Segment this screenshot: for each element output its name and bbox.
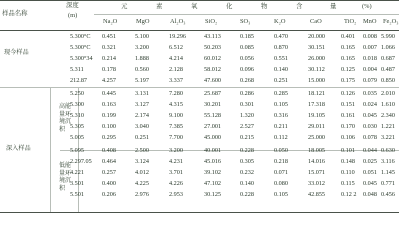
value-cell: 2.340: [381, 112, 395, 119]
value-cell: 0.175: [341, 77, 355, 84]
value-cell: 1.320: [240, 112, 254, 119]
value-cell: 0.105: [274, 101, 288, 108]
value-cell: 3.221: [381, 134, 395, 141]
value-cell: 0.286: [240, 90, 254, 97]
value-cell: 60.012: [204, 55, 222, 62]
value-cell: 3.040: [135, 123, 149, 130]
value-cell: 27.001: [204, 123, 222, 130]
value-cell: 0.170: [341, 123, 355, 130]
value-cell: 0.206: [102, 191, 116, 198]
value-cell: 0.101: [341, 147, 355, 154]
value-cell: 0.228: [240, 147, 254, 154]
depth-cell: 5.300: [70, 101, 84, 108]
depth-cell: 5.250: [70, 90, 84, 97]
value-cell: 3.116: [381, 158, 395, 165]
value-cell: 1.610: [381, 101, 395, 108]
value-cell: 0.257: [102, 169, 116, 176]
subgroup-label-high-energy: 高能量环境沉积: [59, 104, 72, 133]
value-cell: 4.231: [169, 158, 183, 165]
value-cell: 0.850: [381, 77, 395, 84]
value-cell: 0.470: [274, 33, 288, 40]
value-cell: 0.051: [363, 169, 377, 176]
value-cell: 4.315: [169, 101, 183, 108]
value-cell: 0.268: [240, 77, 254, 84]
value-cell: 0.295: [102, 134, 116, 141]
value-cell: 3.200: [169, 147, 183, 154]
value-cell: 0.148: [341, 158, 355, 165]
value-cell: 0.071: [274, 169, 288, 176]
column-header: MnO: [363, 18, 377, 25]
value-cell: 45.000: [204, 134, 222, 141]
value-cell: 0.045: [363, 180, 377, 187]
value-cell: 30.125: [204, 191, 222, 198]
column-header: K₂O: [274, 18, 286, 25]
depth-cell: 212.87: [70, 77, 88, 84]
value-cell: 15.071: [308, 169, 326, 176]
header-mid-rule: [94, 14, 399, 15]
value-cell: 0.456: [381, 191, 395, 198]
value-cell: 15.000: [308, 77, 326, 84]
value-cell: 2.500: [135, 147, 149, 154]
value-cell: 0.085: [240, 44, 254, 51]
group-title-char: 化: [226, 3, 233, 10]
value-cell: 20.000: [308, 33, 326, 40]
value-cell: 0.232: [240, 169, 254, 176]
value-cell: 0.045: [363, 112, 377, 119]
depth-cell: 4.221: [70, 169, 84, 176]
value-cell: 0.165: [341, 55, 355, 62]
column-header: Al₂O₃: [170, 18, 186, 25]
value-cell: 3.200: [135, 44, 149, 51]
value-cell: 0.140: [274, 66, 288, 73]
value-cell: 0.112: [274, 134, 288, 141]
value-cell: 0.401: [341, 33, 355, 40]
value-cell: 0.126: [341, 90, 355, 97]
value-cell: 0.056: [240, 55, 254, 62]
depth-cell: 5.300°C: [70, 44, 91, 51]
value-cell: 0.100: [102, 123, 116, 130]
value-cell: 5.197: [135, 77, 149, 84]
column-header: Na₂O: [103, 18, 118, 25]
value-cell: 0.487: [381, 66, 395, 73]
column-header: SiO₂: [205, 18, 218, 25]
value-cell: 1.888: [135, 55, 149, 62]
group-title-char: 素: [156, 3, 163, 10]
value-cell: 0.178: [102, 66, 116, 73]
depth-header: 深度: [66, 2, 79, 9]
value-cell: 4.012: [135, 169, 149, 176]
value-cell: 2.128: [169, 66, 183, 73]
value-cell: 0.161: [341, 112, 355, 119]
group-title-char: 含: [296, 3, 303, 10]
value-cell: 0.400: [102, 180, 116, 187]
group-label-current: 现今样品: [4, 49, 29, 56]
value-cell: 0.251: [274, 77, 288, 84]
value-cell: 0.870: [274, 44, 288, 51]
value-cell: 33.012: [308, 180, 326, 187]
value-cell: 0.316: [274, 112, 288, 119]
depth-unit: (m): [68, 12, 78, 19]
group-label-deep: 深入样品: [6, 145, 31, 152]
value-cell: 30.151: [308, 44, 326, 51]
value-cell: 0.018: [363, 55, 377, 62]
group-title-char: 氧: [191, 3, 198, 10]
value-cell: 45.016: [204, 158, 222, 165]
value-cell: 17.318: [308, 101, 326, 108]
subgroup-label-low-energy: 低能量环境沉积: [59, 163, 72, 192]
value-cell: 0.771: [381, 180, 395, 187]
value-cell: 2.953: [169, 191, 183, 198]
value-cell: 3.127: [135, 101, 149, 108]
value-cell: 30.201: [204, 101, 222, 108]
value-cell: 0.218: [274, 158, 288, 165]
value-cell: 1.066: [381, 44, 395, 51]
value-cell: 0.165: [341, 44, 355, 51]
value-cell: 1.145: [381, 169, 395, 176]
value-cell: 0.080: [274, 180, 288, 187]
value-cell: 19.296: [169, 33, 187, 40]
value-cell: 1.221: [381, 123, 395, 130]
value-cell: 43.113: [204, 33, 221, 40]
value-cell: 0.687: [381, 55, 395, 62]
value-cell: 2.174: [135, 112, 149, 119]
value-cell: 0.630: [381, 147, 395, 154]
value-cell: 0.025: [363, 158, 377, 165]
value-cell: 30.112: [308, 66, 325, 73]
value-cell: 19.105: [308, 112, 326, 119]
section-divider: [0, 87, 399, 88]
value-cell: 47.600: [204, 77, 222, 84]
value-cell: 4.214: [169, 55, 183, 62]
value-cell: 7.385: [169, 123, 183, 130]
sample-name-header: 样品名称: [2, 10, 28, 17]
value-cell: 5.990: [381, 33, 395, 40]
value-cell: 0.125: [341, 66, 355, 73]
value-cell: 0.251: [135, 134, 149, 141]
value-cell: 47.102: [204, 180, 222, 187]
value-cell: 0.024: [363, 101, 377, 108]
value-cell: 6.512: [169, 44, 183, 51]
value-cell: 0.115: [341, 180, 355, 187]
value-cell: 4.226: [169, 180, 183, 187]
value-cell: 3.701: [169, 169, 183, 176]
depth-cell: 5.310: [70, 112, 84, 119]
value-cell: 7.280: [169, 90, 183, 97]
value-cell: 25.000: [308, 134, 326, 141]
group-title-char: 量: [330, 3, 337, 10]
value-cell: 0.228: [240, 191, 254, 198]
value-cell: 0.560: [135, 66, 149, 73]
value-cell: 0.464: [102, 158, 116, 165]
value-cell: 55.128: [204, 112, 222, 119]
value-cell: 40.001: [204, 147, 222, 154]
value-cell: 0.321: [102, 44, 116, 51]
value-cell: 5.100: [135, 33, 149, 40]
depth-cell: 5.300°34: [70, 55, 93, 62]
value-cell: 0.301: [240, 101, 254, 108]
value-cell: 0.408: [102, 147, 116, 154]
value-cell: 0.199: [102, 112, 116, 119]
value-cell: 3.337: [169, 77, 183, 84]
column-header: TiO₂: [344, 18, 357, 25]
group-title-char: 元: [121, 3, 128, 10]
value-cell: 3.124: [135, 158, 149, 165]
value-cell: 18.005: [308, 147, 326, 154]
value-cell: 0.445: [102, 90, 116, 97]
value-cell: 2.010: [381, 90, 395, 97]
depth-cell: 5.095: [70, 147, 84, 154]
value-cell: 0.044: [363, 147, 377, 154]
value-cell: 2.527: [240, 123, 254, 130]
column-header: CaO: [310, 18, 322, 25]
value-cell: 14.016: [308, 158, 326, 165]
value-cell: 3.131: [135, 90, 149, 97]
column-header: Fe₂O₃: [383, 18, 399, 25]
value-cell: 0.140: [240, 180, 254, 187]
value-cell: 0.151: [341, 101, 355, 108]
value-cell: 0.105: [274, 191, 288, 198]
value-cell: 0.048: [363, 191, 377, 198]
depth-cell: 5.300°C: [70, 33, 91, 40]
value-cell: 26.000: [308, 55, 326, 62]
value-cell: 0.078: [363, 134, 377, 141]
value-cell: 58.012: [204, 66, 222, 73]
value-cell: 0.163: [102, 101, 116, 108]
value-cell: 50.203: [204, 44, 222, 51]
header-bottom-rule: [0, 30, 399, 31]
value-cell: 0.079: [363, 77, 377, 84]
top-rule: [0, 0, 399, 1]
value-cell: 25.687: [204, 90, 222, 97]
value-cell: 0.050: [274, 147, 288, 154]
value-cell: 0.096: [240, 66, 254, 73]
value-cell: 4.225: [135, 180, 149, 187]
column-header: SO₃: [240, 18, 251, 25]
bottom-rule: [0, 212, 399, 213]
value-cell: 2.976: [135, 191, 149, 198]
depth-cell: 2.297.05: [70, 158, 92, 165]
value-cell: 0.211: [274, 123, 288, 130]
group-title-char: 物: [261, 3, 268, 10]
depth-cell: 5.501: [70, 191, 84, 198]
value-cell: 0.110: [341, 169, 355, 176]
group-vline: [50, 87, 51, 212]
value-cell: 0.285: [274, 90, 288, 97]
value-cell: 0.215: [240, 134, 254, 141]
column-header: MgO: [136, 18, 150, 25]
value-cell: 0.551: [274, 55, 288, 62]
value-cell: 0.008: [363, 33, 377, 40]
value-cell: 0.106: [341, 134, 355, 141]
value-cell: 0.185: [240, 33, 254, 40]
value-cell: 0.214: [102, 55, 116, 62]
value-cell: 4.257: [102, 77, 116, 84]
value-cell: 0.030: [363, 123, 377, 130]
value-cell: 42.855: [308, 191, 326, 198]
value-cell: 18.121: [308, 90, 326, 97]
value-cell: 0.007: [363, 44, 377, 51]
value-cell: 0.305: [240, 158, 254, 165]
depth-cell: 5.305: [70, 123, 84, 130]
value-cell: 9.100: [169, 112, 183, 119]
value-cell: 0.12 2: [341, 191, 357, 198]
value-cell: 39.102: [204, 169, 222, 176]
value-cell: 0.451: [102, 33, 116, 40]
value-cell: 0.004: [363, 66, 377, 73]
value-cell: 7.700: [169, 134, 183, 141]
depth-cell: 3.501: [70, 180, 84, 187]
depth-cell: 5.005: [70, 134, 84, 141]
value-cell: 29.011: [308, 123, 325, 130]
value-cell: 0.035: [363, 90, 377, 97]
percent-label: (%): [362, 3, 372, 10]
depth-cell: 5.311: [70, 66, 84, 73]
